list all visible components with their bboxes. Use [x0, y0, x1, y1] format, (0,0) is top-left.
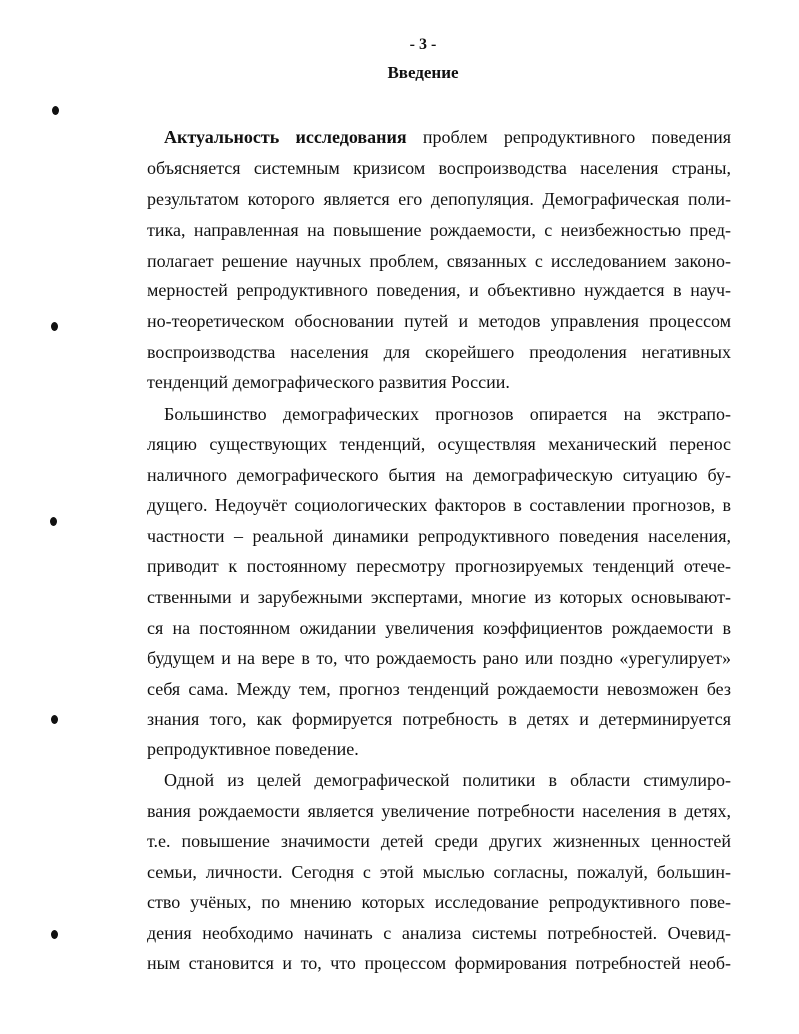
- paragraph-line: знания того, как формируется потребность в детях и детерминируется: [147, 709, 731, 729]
- paragraph-line: вания рождаемости является увеличение потребности населения в детях,: [147, 801, 731, 821]
- paragraph-line: частности – реальной динамики репродуктивного поведения населения,: [147, 526, 731, 546]
- binder-hole-mark: [51, 715, 58, 724]
- paragraph-line: ся на постоянном ожидании увеличения коэффициентов рождаемости в: [147, 618, 731, 638]
- binder-hole-mark: [50, 517, 57, 526]
- paragraph-line: семьи, личности. Сегодня с этой мыслью согласны, пожалуй, большин-: [147, 862, 731, 882]
- page-number: - 3 -: [409, 36, 437, 53]
- paragraph-line: репродуктивное поведение.: [147, 739, 359, 759]
- paragraph-line: дения необходимо начинать с анализа системы потребностей. Очевид-: [147, 923, 731, 943]
- paragraph-line: Одной из целей демографической политики в области стимулиро-: [164, 770, 731, 790]
- binder-hole-mark: [52, 106, 59, 115]
- paragraph-line: наличного демографического бытия на демографическую ситуацию бу-: [147, 465, 731, 485]
- paragraph-line: воспроизводства населения для скорейшего преодоления негативных: [147, 342, 731, 362]
- paragraph-line: ственными и зарубежными экспертами, многие из которых основывают-: [147, 587, 731, 607]
- binder-hole-mark: [51, 930, 58, 939]
- paragraph-line: ным становится и то, что процессом формирования потребностей необ-: [147, 953, 731, 973]
- binder-hole-mark: [51, 322, 58, 331]
- paragraph-line: приводит к постоянному пересмотру прогнозируемых тенденций отече-: [147, 556, 731, 576]
- paragraph-line: тенденций демографического развития России.: [147, 372, 510, 392]
- paragraph-line: мерностей репродуктивного поведения, и объективно нуждается в науч-: [147, 280, 731, 300]
- paragraph-line: объясняется системным кризисом воспроизводства населения страны,: [147, 158, 731, 178]
- document-heading: Введение: [387, 63, 459, 82]
- paragraph-line: ство учёных, по мнению которых исследование репродуктивного пове-: [147, 892, 731, 912]
- paragraph-line: [164, 126, 731, 148]
- paragraph-line: полагает решение научных проблем, связанных с исследованием законо-: [147, 251, 731, 271]
- paragraph-line: будущем и на вере в то, что рождаемость рано или поздно «урегулирует»: [147, 648, 731, 668]
- lead-rest-text: проблем репродуктивного поведения: [406, 127, 731, 147]
- bold-lead-text: Актуальность исследования: [164, 127, 407, 147]
- paragraph-line: Большинство демографических прогнозов опирается на экстрапо-: [164, 404, 731, 424]
- paragraph-line: дущего. Недоучёт социологических факторов в составлении прогнозов, в: [147, 495, 731, 515]
- paragraph-line: результатом которого является его депопуляция. Демографическая поли-: [147, 189, 731, 209]
- paragraph-line: т.е. повышение значимости детей среди других жизненных ценностей: [147, 831, 731, 851]
- paragraph-line: ляцию существующих тенденций, осуществляя механический перенос: [147, 434, 731, 454]
- paragraph-line: тика, направленная на повышение рождаемости, с неизбежностью пред-: [147, 220, 731, 240]
- paragraph-line: но-теоретическом обосновании путей и методов управления процессом: [147, 311, 731, 331]
- paragraph-line: себя сама. Между тем, прогноз тенденций рождаемости невозможен без: [147, 679, 731, 699]
